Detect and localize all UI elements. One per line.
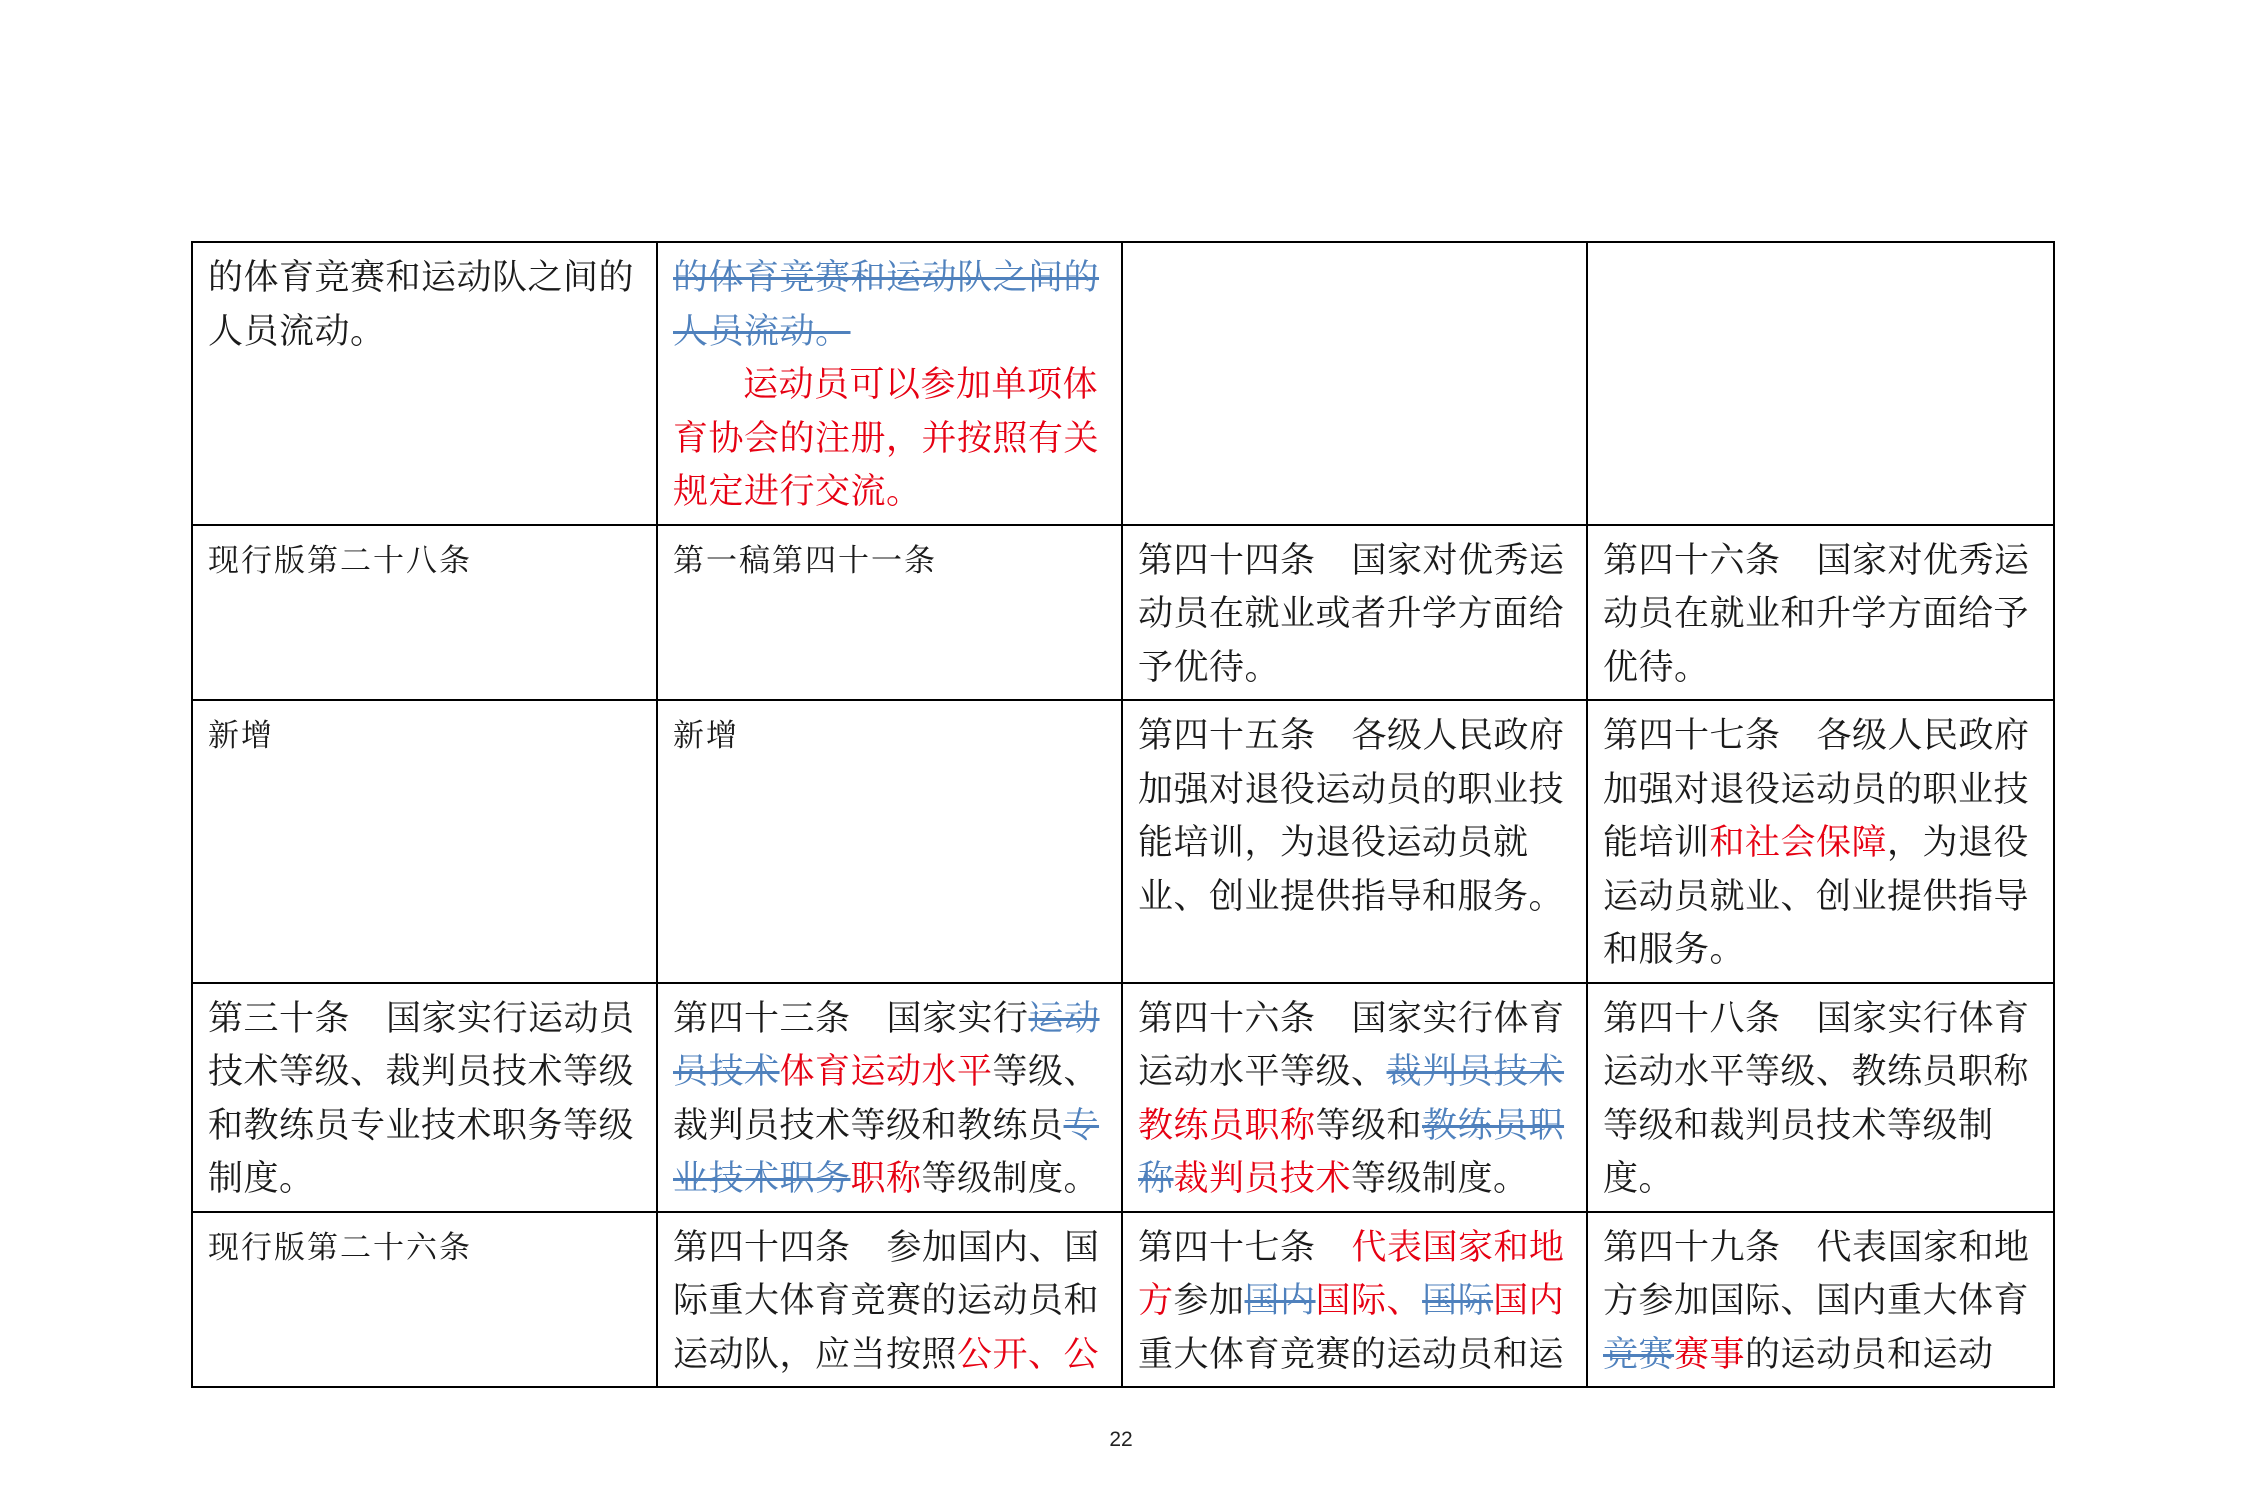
inserted-text: 裁判员技术 <box>1173 1159 1352 1199</box>
table-cell <box>1122 525 1587 701</box>
table-cell <box>657 983 1122 1212</box>
inserted-text: 赛事 <box>1674 1334 1746 1375</box>
inserted-text: 公开、公 <box>957 1334 1100 1375</box>
cell-text: 的运动员和运动 <box>1745 1334 1994 1375</box>
article-reference: 现行版第二十八条 <box>208 542 472 579</box>
table-row <box>192 983 2054 1212</box>
table-cell <box>1587 700 2054 983</box>
table-cell <box>1587 242 2054 525</box>
cell-text: 的体育竞赛和运动队之间的人员流动。 <box>208 258 635 352</box>
deleted-text: 国内 <box>1244 1281 1316 1321</box>
table-cell <box>657 242 1122 525</box>
table-cell <box>1122 242 1587 525</box>
article-number: 第四十四条 <box>1138 540 1316 581</box>
cell-text: 国家实行运动员技术等级、裁判员技术等级和教练员专业技术职务等级制度。 <box>208 998 635 1199</box>
table-cell <box>1122 983 1587 1212</box>
article-number: 第四十九条 <box>1603 1227 1781 1268</box>
table-cell <box>192 1212 657 1388</box>
table-row <box>192 242 2054 525</box>
article-number: 第四十七条 <box>1138 1227 1316 1268</box>
inserted-text: 代表国家和地方 <box>1138 1227 1565 1321</box>
article-number: 第三十条 <box>208 998 351 1039</box>
table-cell <box>1587 525 2054 701</box>
table-row <box>192 525 2054 701</box>
article-number: 第四十三条 <box>673 998 851 1039</box>
cell-text: 国家实行 <box>886 998 1029 1039</box>
deleted-text: 运动员技术 <box>673 998 1100 1092</box>
cell-text: 等级、裁判员技术等级和教练员 <box>673 1052 1100 1146</box>
comparison-table <box>191 241 2055 1388</box>
table-cell <box>657 1212 1122 1388</box>
deleted-text: 专业技术职务 <box>673 1105 1100 1199</box>
article-number: 第四十七条 <box>1603 716 1781 756</box>
cell-text: 新增 <box>208 718 274 754</box>
cell-text: 等级和 <box>1315 1105 1423 1146</box>
article-number: 第四十四条 <box>673 1227 851 1268</box>
page-number: 22 <box>1109 1428 1133 1451</box>
cell-text: 各级人民政府加强对退役运动员的职业技能培训，为退役运动员就业、创业提供指导和服务。 <box>1138 716 1565 917</box>
inserted-text: 职称 <box>850 1159 922 1199</box>
table-cell <box>1122 1212 1587 1388</box>
article-number: 第四十八条 <box>1603 998 1781 1039</box>
inserted-text: 教练员职称 <box>1138 1105 1316 1146</box>
inserted-text: 运动员可以参加单项体育协会的注册，并按照有关规定进行交流。 <box>673 365 1100 512</box>
table-cell <box>1587 1212 2054 1388</box>
inserted-text: 国内 <box>1493 1281 1565 1321</box>
cell-text: 各级人民政府加强对退役运动员的职业技能培训 <box>1603 716 2030 863</box>
cell-text: 国家对优秀运动员在就业和升学方面给予优待。 <box>1603 540 2030 688</box>
inserted-text: 体育运动水平 <box>779 1052 993 1092</box>
deleted-text: 教练员职称 <box>1138 1105 1565 1199</box>
article-number: 第四十五条 <box>1138 716 1316 756</box>
table-cell <box>1122 700 1587 983</box>
table-cell <box>192 700 657 983</box>
deleted-text: 裁判员技术 <box>1386 1052 1565 1092</box>
cell-text: 国家对优秀运动员在就业或者升学方面给予优待。 <box>1138 540 1565 688</box>
cell-text: 代表国家和地方参加国际、国内重大体育 <box>1603 1227 2030 1321</box>
cell-text: 参加国内、国际重大体育竞赛的运动员和运动队，应当按照 <box>673 1227 1100 1375</box>
cell-text: 参加 <box>1173 1281 1245 1321</box>
table-cell <box>657 700 1122 983</box>
cell-text: ，为退役运动员就业、创业提供指导和服务。 <box>1603 823 2030 970</box>
cell-text: 国家实行体育运动水平等级、教练员职称等级和裁判员技术等级制度。 <box>1603 998 2030 1199</box>
deleted-text: 竞赛 <box>1603 1334 1675 1375</box>
article-reference: 现行版第二十六条 <box>208 1229 472 1266</box>
table-cell <box>192 525 657 701</box>
cell-text: 重大体育竞赛的运动员和运 <box>1138 1334 1565 1375</box>
cell-text: 等级制度。 <box>1351 1159 1529 1199</box>
table-row <box>192 1212 2054 1388</box>
table-row <box>192 700 2054 983</box>
article-number: 第四十六条 <box>1603 540 1781 581</box>
table-cell <box>192 983 657 1212</box>
inserted-text: 国际、 <box>1315 1281 1423 1321</box>
article-reference: 第一稿第四十一条 <box>673 542 937 579</box>
table-cell <box>192 242 657 525</box>
cell-text: 新增 <box>673 718 739 754</box>
table-cell <box>657 525 1122 701</box>
deleted-text: 的体育竞赛和运动队之间的人员流动。 <box>673 258 1100 352</box>
cell-text: 国家实行体育运动水平等级、 <box>1138 998 1565 1092</box>
table-cell <box>1587 983 2054 1212</box>
inserted-text: 和社会保障 <box>1709 823 1888 863</box>
article-number: 第四十六条 <box>1138 998 1316 1039</box>
deleted-text: 国际 <box>1422 1281 1494 1321</box>
cell-text: 等级制度。 <box>921 1159 1100 1199</box>
